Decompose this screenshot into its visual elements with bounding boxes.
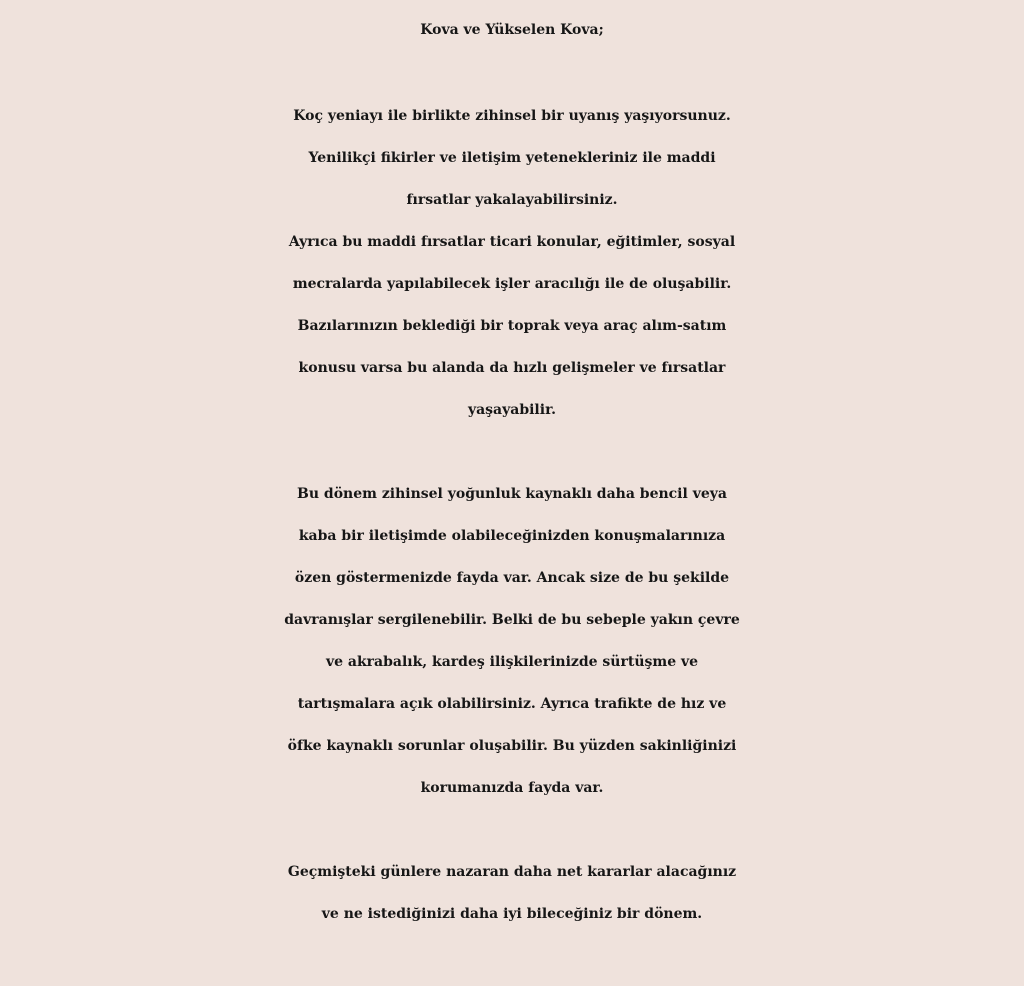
- paragraph-line: tartışmalara açık olabilirsiniz. Ayrıca trafikte de hız ve: [297, 696, 727, 712]
- paragraph-line: özen göstermenizde fayda var. Ancak size de bu şekilde: [294, 570, 730, 586]
- paragraph-line: ve ne istediğinizi daha iyi bileceğiniz bir dönem.: [321, 906, 703, 922]
- document-title: Kova ve Yükselen Kova;: [420, 22, 604, 38]
- paragraph-line: Koç yeniayı ile birlikte zihinsel bir uyanış yaşıyorsunuz.: [293, 108, 731, 124]
- paragraph-line: yaşayabilir.: [467, 402, 557, 418]
- paragraph-line: kaba bir iletişimde olabileceğinizden konuşmalarınıza: [298, 528, 726, 544]
- paragraph-line: Yenilikçi fikirler ve iletişim yetenekleriniz ile maddi: [308, 150, 716, 166]
- paragraph-line: korumanızda fayda var.: [420, 780, 604, 796]
- paragraph-line: Bazılarınızın beklediği bir toprak veya araç alım-satım: [297, 318, 727, 334]
- paragraph-line: ve akrabalık, kardeş ilişkilerinizde sürtüşme ve: [325, 654, 699, 670]
- paragraph-line: konusu varsa bu alanda da hızlı gelişmeler ve fırsatlar: [298, 360, 726, 376]
- paragraph-line: Bu dönem zihinsel yoğunluk kaynaklı daha bencil veya: [297, 486, 727, 502]
- paragraph-line: Ayrıca bu maddi fırsatlar ticari konular, eğitimler, sosyal: [288, 234, 736, 250]
- paragraph-line: öfke kaynaklı sorunlar oluşabilir. Bu yüzden sakinliğinizi: [287, 738, 737, 754]
- paragraph-line: mecralarda yapılabilecek işler aracılığı ile de oluşabilir.: [292, 276, 732, 292]
- paragraph-line: fırsatlar yakalayabilirsiniz.: [406, 192, 618, 208]
- paragraph-line: davranışlar sergilenebilir. Belki de bu sebeple yakın çevre: [284, 612, 740, 628]
- paragraph-line: Geçmişteki günlere nazaran daha net kararlar alacağınız: [287, 864, 737, 880]
